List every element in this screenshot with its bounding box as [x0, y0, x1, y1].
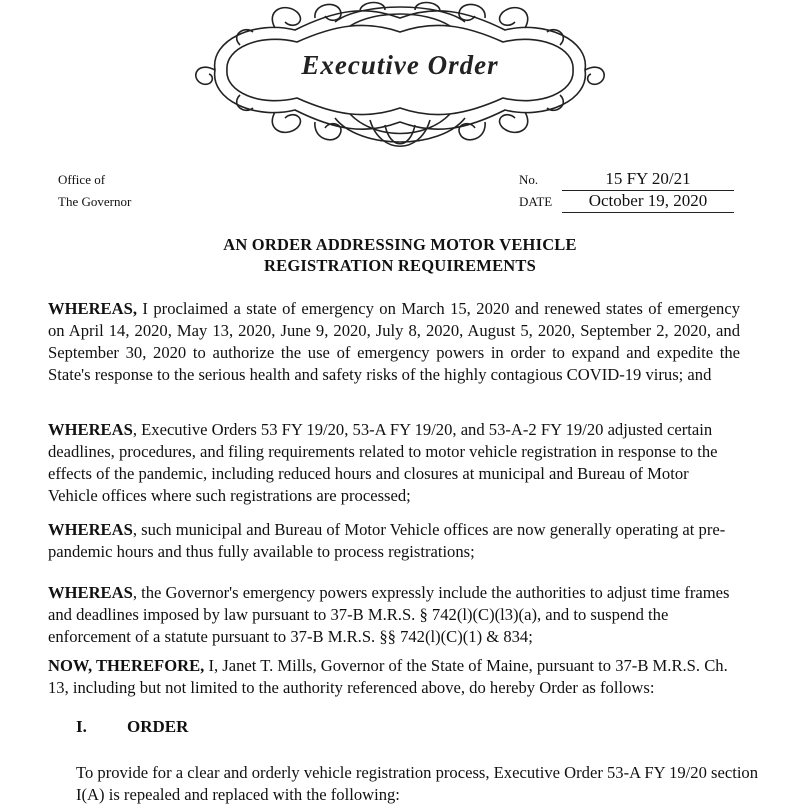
order-date-value: October 19, 2020 [562, 191, 734, 213]
order-number-value: 15 FY 20/21 [562, 169, 734, 191]
paragraph-lead: WHEREAS, [48, 299, 137, 318]
office-line-2: The Governor [58, 194, 132, 209]
whereas-paragraph-4 [48, 582, 740, 648]
whereas-paragraph-3 [48, 519, 740, 563]
paragraph-text: I, Janet T. Mills, Governor of the State of Maine, pursuant to 37-B M.R.S. Ch. 13, including but not limited to the authority referenced above, do hereby Order as follows: [48, 656, 728, 697]
executive-order-seal [185, 0, 615, 160]
seal-title: Executive Order [301, 50, 499, 80]
order-number-label: No. [519, 172, 539, 187]
section-intro-paragraph: To provide for a clear and orderly vehicle registration process, Executive Order 53-A FY 19/20 section I(A) is repealed and replaced with the following: [76, 763, 759, 804]
paragraph-lead: WHEREAS [48, 420, 133, 439]
now-therefore-paragraph [48, 655, 740, 699]
paragraph-lead: WHEREAS [48, 583, 133, 602]
paragraph-text: , such municipal and Bureau of Motor Vehicle offices are now generally operating at pre-pandemic hours and thus fully available to process registrations; [48, 520, 726, 561]
order-date-label: DATE [519, 194, 553, 209]
whereas-paragraph-2 [48, 419, 740, 507]
paragraph-lead: NOW, THEREFORE, [48, 656, 205, 675]
paragraph-lead: WHEREAS [48, 520, 133, 539]
section-title: ORDER [127, 717, 189, 736]
paragraph-text: I proclaimed a state of emergency on March 15, 2020 and renewed states of emergency on April 14, 2020, May 13, 2020, June 9, 2020, July 8, 2020, August 5, 2020, September 2, 2020, and September 30, 2020 to authorize the use of emergency powers in order to expand and expedite the State's response to the serious health and safety risks of the highly contagious COVID-19 virus; and [48, 299, 740, 384]
office-line-1: Office of [58, 172, 106, 187]
section-number: I. [76, 717, 87, 736]
whereas-paragraph-1 [48, 298, 740, 386]
order-title-line-2: REGISTRATION REQUIREMENTS [264, 256, 536, 275]
order-title-line-1: AN ORDER ADDRESSING MOTOR VEHICLE [223, 235, 577, 254]
paragraph-text: , Executive Orders 53 FY 19/20, 53-A FY 19/20, and 53-A-2 FY 19/20 adjusted certain deadlines, procedures, and filing requirements related to motor vehicle registration in response to the effects of the pandemic, including reduced hours and closures at municipal and Bureau of Motor Vehicle offices where such registrations are processed; [48, 420, 718, 505]
paragraph-text: , the Governor's emergency powers expressly include the authorities to adjust time frames and deadlines imposed by law pursuant to 37-B M.R.S. § 742(l)(C)(l3)(a), and to suspend the enforcement of a statute pursuant to 37-B M.R.S. §§ 742(l)(C)(1) & 834; [48, 583, 730, 646]
